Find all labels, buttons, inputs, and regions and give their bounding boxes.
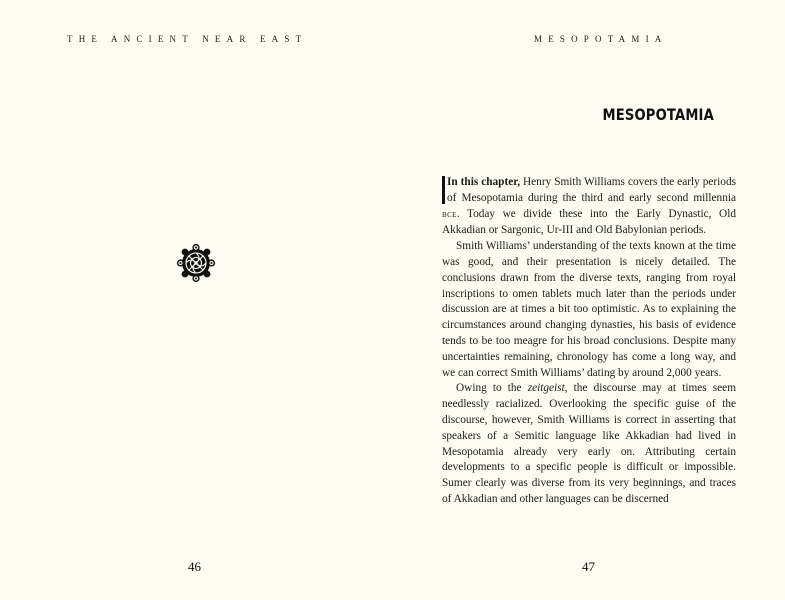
running-head-right: MESOPOTAMIA bbox=[534, 34, 668, 44]
left-page bbox=[0, 0, 392, 600]
paragraph-2: Smith Williams’ understanding of the texts known at the time was good, and their presentation is nicely detailed. The conclusions drawn from the diverse texts, ranging from royal inscriptions to omen tablets much later than the periods under discussion are at times a bit too optimistic. As to explaining the circumstances around changing dynasties, his basis of evidence tends to be too meagre for his broad conclusions. Despite many uncertainties remaining, chronology has come a long way, and we can correct Smith Williams’ dating by around 2,000 years. bbox=[442, 240, 736, 379]
lead-in: In this chapter, bbox=[447, 176, 521, 188]
zeitgeist-term: zeitgeist bbox=[527, 382, 565, 395]
chapter-title-text: MESOPOTAMIA bbox=[602, 105, 714, 124]
paragraph-3-text-b: , the discourse may at times seem needlessly racialized. Overlooking the specific guise of the discourse, however, Smith Williams is correct in asserting that speakers of a Semitic language like Akkadian had lived in Mesopotamia already very early on. Attributing certain developments to a specific people is difficult or impossible. Sumer clearly was diverse from its very beginnings, and traces of Akkadian and other languages can be discerned bbox=[442, 382, 736, 505]
chapter-title bbox=[440, 105, 762, 124]
page-number-left: 46 bbox=[188, 559, 201, 574]
paragraph-3 bbox=[442, 381, 736, 507]
paragraph-1 bbox=[442, 175, 736, 239]
page-number-right: 47 bbox=[582, 559, 595, 574]
body-text bbox=[442, 175, 736, 508]
paragraph-1-text-b: . Today we divide these into the Early Dynastic, Old Akkadian or Sargonic, Ur-III and Old Babylonian periods. bbox=[442, 207, 736, 237]
celtic-knot-ornament-icon bbox=[176, 243, 216, 283]
paragraph-1-text-a: Henry Smith Williams covers the early periods of Mesopotamia during the third and early second millennia bbox=[447, 176, 736, 204]
initial-bar-decoration bbox=[442, 176, 445, 204]
era-abbreviation: bce bbox=[442, 209, 457, 220]
right-page bbox=[392, 0, 785, 600]
paragraph-3-text-a: Owing to the bbox=[456, 382, 528, 395]
running-head-left: THE ANCIENT NEAR EAST bbox=[67, 34, 308, 44]
